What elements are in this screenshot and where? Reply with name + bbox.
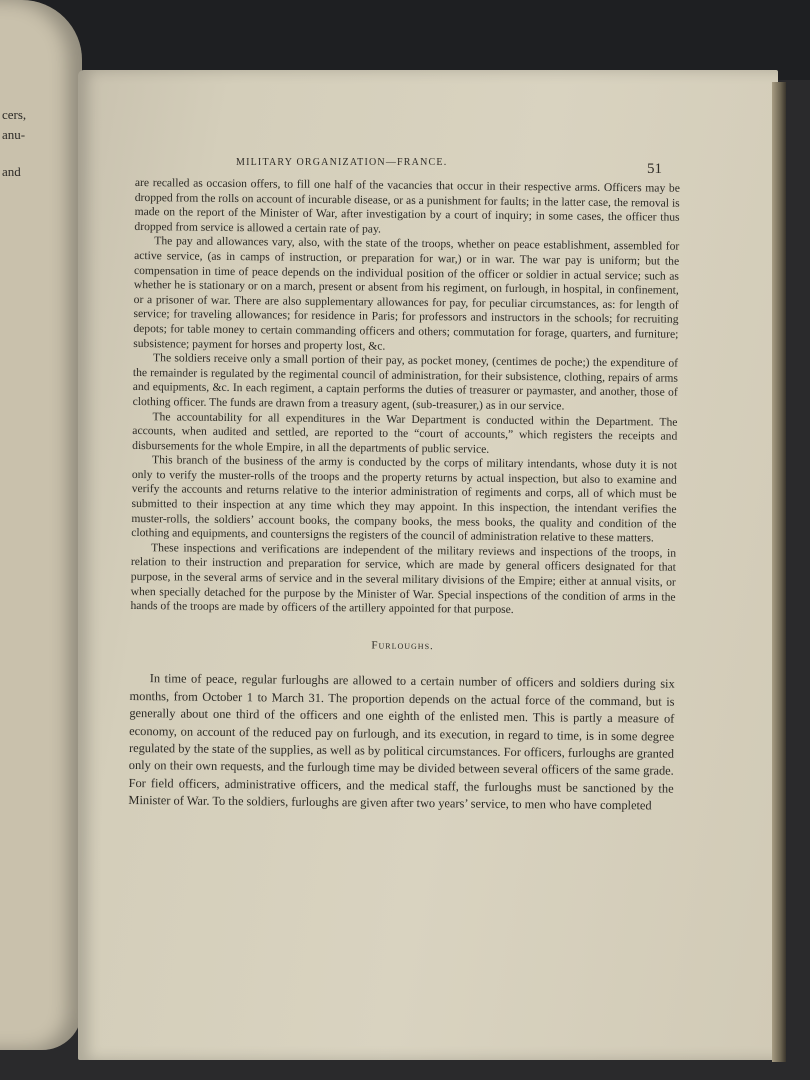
page-edge	[772, 82, 786, 1062]
paragraph: This branch of the business of the army is conducted by the corps of military intendants, whose duty it is not only to verify the muster-rolls of the troops and the property returns by actual inspection, but also to examine and verify the accounts and returns relative to the interior administration of regiments and corps, all of which must be submitted to their inspection at any time which they may appoint. In this inspection, the intendant verifies the muster-rolls, the soldiers’ account books, the company books, the mess books, the quality and condition of the clothing and equipments, and countersigns the registers of the council of administration relative to these matters.	[131, 453, 678, 545]
page-body	[128, 176, 680, 815]
paragraph: The soldiers receive only a small portion of their pay, as pocket money, (centimes de poche;) the expenditure of the remainder is regulated by the regimental council of administration, for their subsistence, clothing, repairs of arms and equipments, &c. In each regiment, a captain performs the duties of treasurer or paymaster, and another, those of clothing officer. The funds are drawn from a treasury agent, (sub-treasurer,) as in our service.	[132, 351, 679, 413]
section-heading: Furloughs.	[371, 639, 434, 652]
paragraph: In time of peace, regular furloughs are allowed to a certain number of officers and soldiers during six months, from October 1 to March 31. The proportion depends on the actual force of the command, but is generally about one third of the officers and one eighth of the enlisted men. This is partly a measure of economy, on account of the reduced pay on furlough, and its execution, in regard to time, is in some degree regulated by the state of the supplies, as well as by political circumstances. For officers, furloughs are granted only on their own requests, and the furlough time may be divided between several officers of the same grade. For field officers, administrative officers, and the medical staff, the furloughs must be sanctioned by the Minister of War. To the soldiers, furloughs are given after two years’ service, to men who have completed	[128, 671, 675, 813]
paragraph: are recalled as occasion offers, to fill one half of the vacancies that occur in their respective arms. Officers may be dropped from the rolls on account of incurable disease, or as a punishment for faults; in the latter case, the removal is made on the report of the Minister of War, after investigation by a court of inquiry; in some cases, the officer thus dropped from service is allowed a certain rate of pay.	[134, 176, 680, 236]
facing-page-text: cers,	[2, 107, 27, 122]
facing-page-text: and	[2, 164, 21, 179]
paragraph: These inspections and verifications are independent of the military reviews and inspections of the troops, in relation to their instruction and preparation for service, which are made by general officers designated for that purpose, in the several arms of service and in the several military divisions of the Empire; either at annual visits, or when specially detached for the purpose by the Minister of War. Special inspections of the condition of arms in the hands of the troops are made by officers of the artillery appointed for that purpose.	[130, 541, 677, 617]
facing-page-text: anu-	[2, 127, 26, 142]
page-number: 51	[647, 161, 662, 177]
paragraph: The accountability for all expenditures in the War Department is conducted within the Department. The accounts, when audited and settled, are reported to the “court of accounts,” which registers the receipts and disbursements for the whole Empire, in all the departments of public service.	[132, 409, 678, 456]
facing-page	[0, 0, 82, 1050]
paragraph: The pay and allowances vary, also, with the state of the troops, whether on peace establishment, assembled for active service, (as in camps of instruction, or preparation for war,) or in war. The war pay is uniform; but the compensation in time of peace depends on the individual position of the officer or soldier in actual service; such as whether he is stationary or on a march, present or absent from his regiment, on furlough, in hospital, in confinement, or a prisoner of war. There are also supplementary allowances for pay, for peculiar circumstances, as: for length of service; for traveling allowances; for residence in Paris; for professors and instructors in the schools; for recruiting depots; for table money to certain commanding officers and others; commutation for forage, quarters, and furniture; subsistence; payment for horses and property lost, &c.	[133, 234, 680, 353]
running-header: MILITARY ORGANIZATION—FRANCE.	[236, 157, 448, 168]
background-top	[0, 0, 810, 80]
